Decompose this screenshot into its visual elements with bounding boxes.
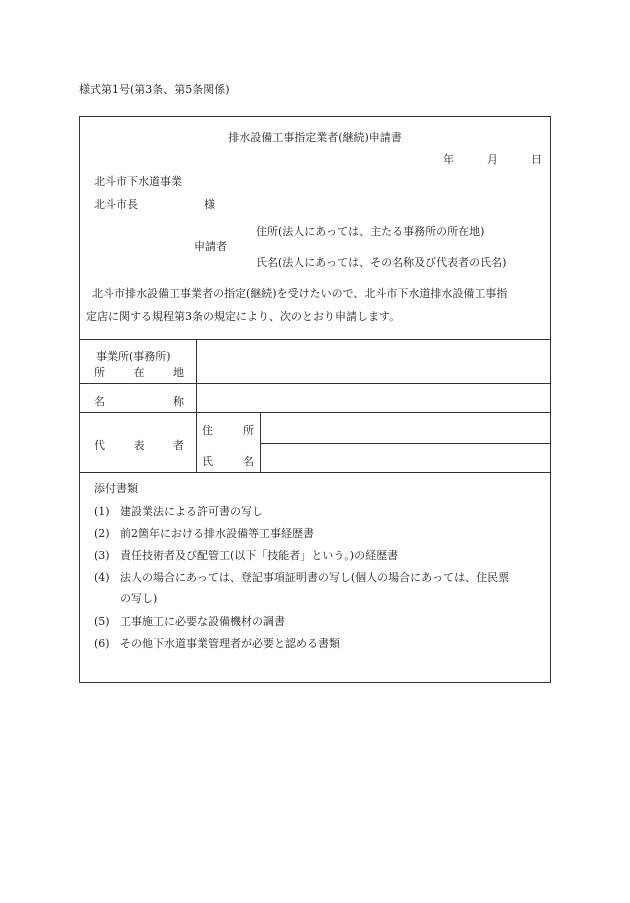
label-char: 名 — [243, 455, 254, 468]
attachment-item-continuation: の写し) — [120, 592, 158, 605]
attachment-item — [94, 613, 285, 629]
label-char: 者 — [173, 439, 184, 452]
attachment-item — [94, 503, 263, 519]
date-month: 月 — [487, 153, 498, 166]
attachment-number: (2) — [94, 527, 110, 540]
attachment-item — [94, 635, 340, 651]
attachment-item — [94, 569, 509, 585]
form-number: 様式第1号(第3条、第5条関係) — [79, 83, 230, 96]
body-text-line2: 定店に関する規程第3条の規定により、次のとおり申請します。 — [86, 310, 401, 323]
attachment-text: 前2箇年における排水設備等工事経歴書 — [120, 527, 314, 540]
attachments-heading: 添付書類 — [94, 482, 138, 495]
label-char: 在 — [133, 366, 145, 379]
attachment-number: (3) — [94, 549, 110, 562]
attachment-text: 工事施工に必要な設備機材の調書 — [120, 615, 285, 628]
date-year: 年 — [443, 153, 454, 166]
office-location-label — [94, 364, 184, 380]
representative-name-field[interactable] — [261, 444, 550, 471]
attachment-text: 建設業法による許可書の写し — [120, 505, 263, 518]
company-name-label — [94, 393, 184, 409]
addressee-honorific: 様 — [204, 198, 215, 211]
addressee-line1: 北斗市下水道事業 — [94, 175, 182, 188]
attachment-item — [94, 547, 398, 563]
representative-address-label — [202, 422, 254, 438]
attachment-number: (5) — [94, 615, 110, 628]
addressee-line2: 北斗市長 — [94, 198, 138, 211]
label-char: 所 — [243, 424, 254, 437]
attachment-number: (1) — [94, 505, 110, 518]
label-char: 表 — [133, 439, 145, 452]
application-form — [79, 116, 551, 683]
date-day: 日 — [531, 153, 542, 166]
label-char: 称 — [173, 395, 184, 408]
attachment-number: (4) — [94, 571, 110, 584]
applicant-address-label: 住所(法人にあっては、主たる事務所の所在地) — [256, 225, 485, 238]
applicant-label: 申請者 — [194, 240, 227, 253]
label-char: 氏 — [202, 455, 213, 468]
table-bottom-border — [80, 472, 550, 473]
form-title: 排水設備工事指定業者(継続)申請書 — [228, 131, 402, 144]
label-char: 地 — [173, 366, 184, 379]
office-label: 事業所(事務所) — [96, 350, 171, 363]
representative-label — [94, 437, 184, 453]
label-char: 名 — [94, 395, 105, 408]
attachment-item — [94, 525, 314, 541]
label-char: 代 — [94, 439, 105, 452]
attachment-text: その他下水道事業管理者が必要と認める書類 — [120, 637, 340, 650]
representative-address-field[interactable] — [261, 413, 550, 442]
office-location-field[interactable] — [197, 340, 550, 382]
body-text-line1: 北斗市排水設備工事業者の指定(継続)を受けたいので、北斗市下水道排水設備工事指 — [92, 287, 508, 300]
attachment-number: (6) — [94, 637, 110, 650]
date-line — [443, 151, 542, 167]
label-char: 所 — [94, 366, 105, 379]
applicant-name-label: 氏名(法人にあっては、その名称及び代表者の氏名) — [256, 256, 507, 269]
label-char: 住 — [202, 424, 213, 437]
attachment-text: 法人の場合にあっては、登記事項証明書の写し(個人の場合にあっては、住民票 — [120, 571, 510, 584]
company-name-field[interactable] — [197, 384, 550, 411]
representative-name-label — [202, 453, 254, 469]
attachment-text: 責任技術者及び配管工(以下「技能者」という。)の経歴書 — [120, 549, 399, 562]
